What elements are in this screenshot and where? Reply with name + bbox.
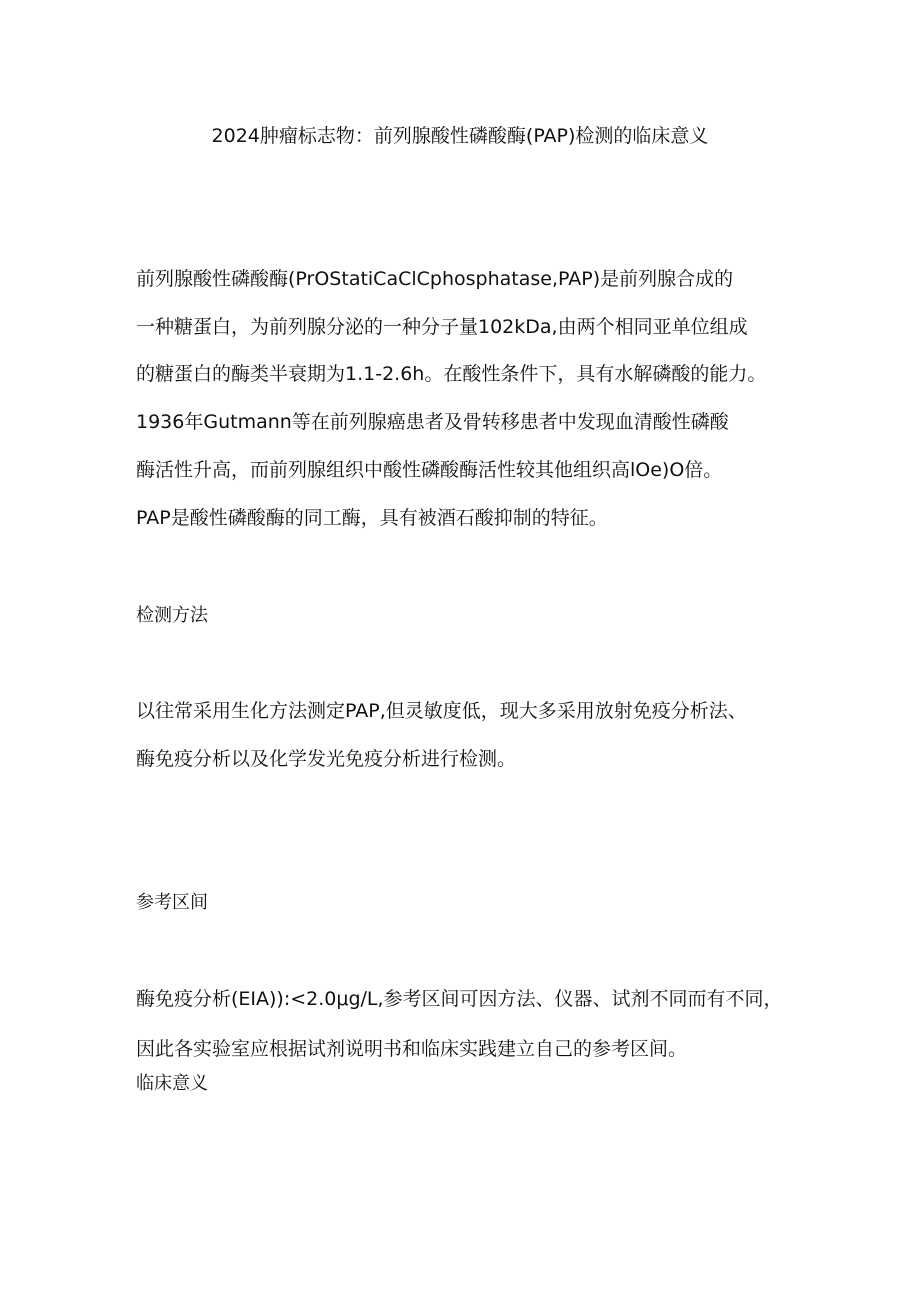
intro-line-2: 一种糖蛋白，为前列腺分泌的一种分子量102kDa,由两个相同亚单位组成 — [136, 316, 748, 338]
reference-heading: 参考区间 — [136, 892, 208, 913]
method-line-1: 以往常采用生化方法测定PAP,但灵敏度低，现大多采用放射免疫分析法、 — [136, 700, 747, 722]
clinical-heading: 临床意义 — [136, 1073, 208, 1094]
document-title: 2024肿瘤标志物：前列腺酸性磷酸酶(PAP)检测的临床意义 — [211, 125, 709, 147]
intro-line-3: 的糖蛋白的酶类半衰期为1.1-2.6h。在酸性条件下，具有水解磷酸的能力。 — [136, 363, 767, 385]
intro-line-4: 1936年Gutmann等在前列腺癌患者及骨转移患者中发现血清酸性磷酸 — [136, 411, 729, 433]
method-line-2: 酶免疫分析以及化学发光免疫分析进行检测。 — [136, 748, 517, 770]
intro-line-6: PAP是酸性磷酸酶的同工酶，具有被酒石酸抑制的特征。 — [136, 507, 608, 529]
intro-line-1: 前列腺酸性磷酸酶(PrOStatiCaClCphosphatase,PAP)是前列腺合成的 — [136, 268, 734, 290]
intro-line-5: 酶活性升高，而前列腺组织中酸性磷酸酶活性较其他组织高lOe)O倍。 — [136, 459, 723, 481]
method-heading: 检测方法 — [136, 605, 208, 626]
reference-line-1: 酶免疫分析(EIA)):<2.0μg∕L,参考区间可因方法、仪器、试剂不同而有不同， — [136, 988, 783, 1010]
reference-line-2: 因此各实验室应根据试剂说明书和临床实践建立自己的参考区间。 — [136, 1038, 688, 1060]
